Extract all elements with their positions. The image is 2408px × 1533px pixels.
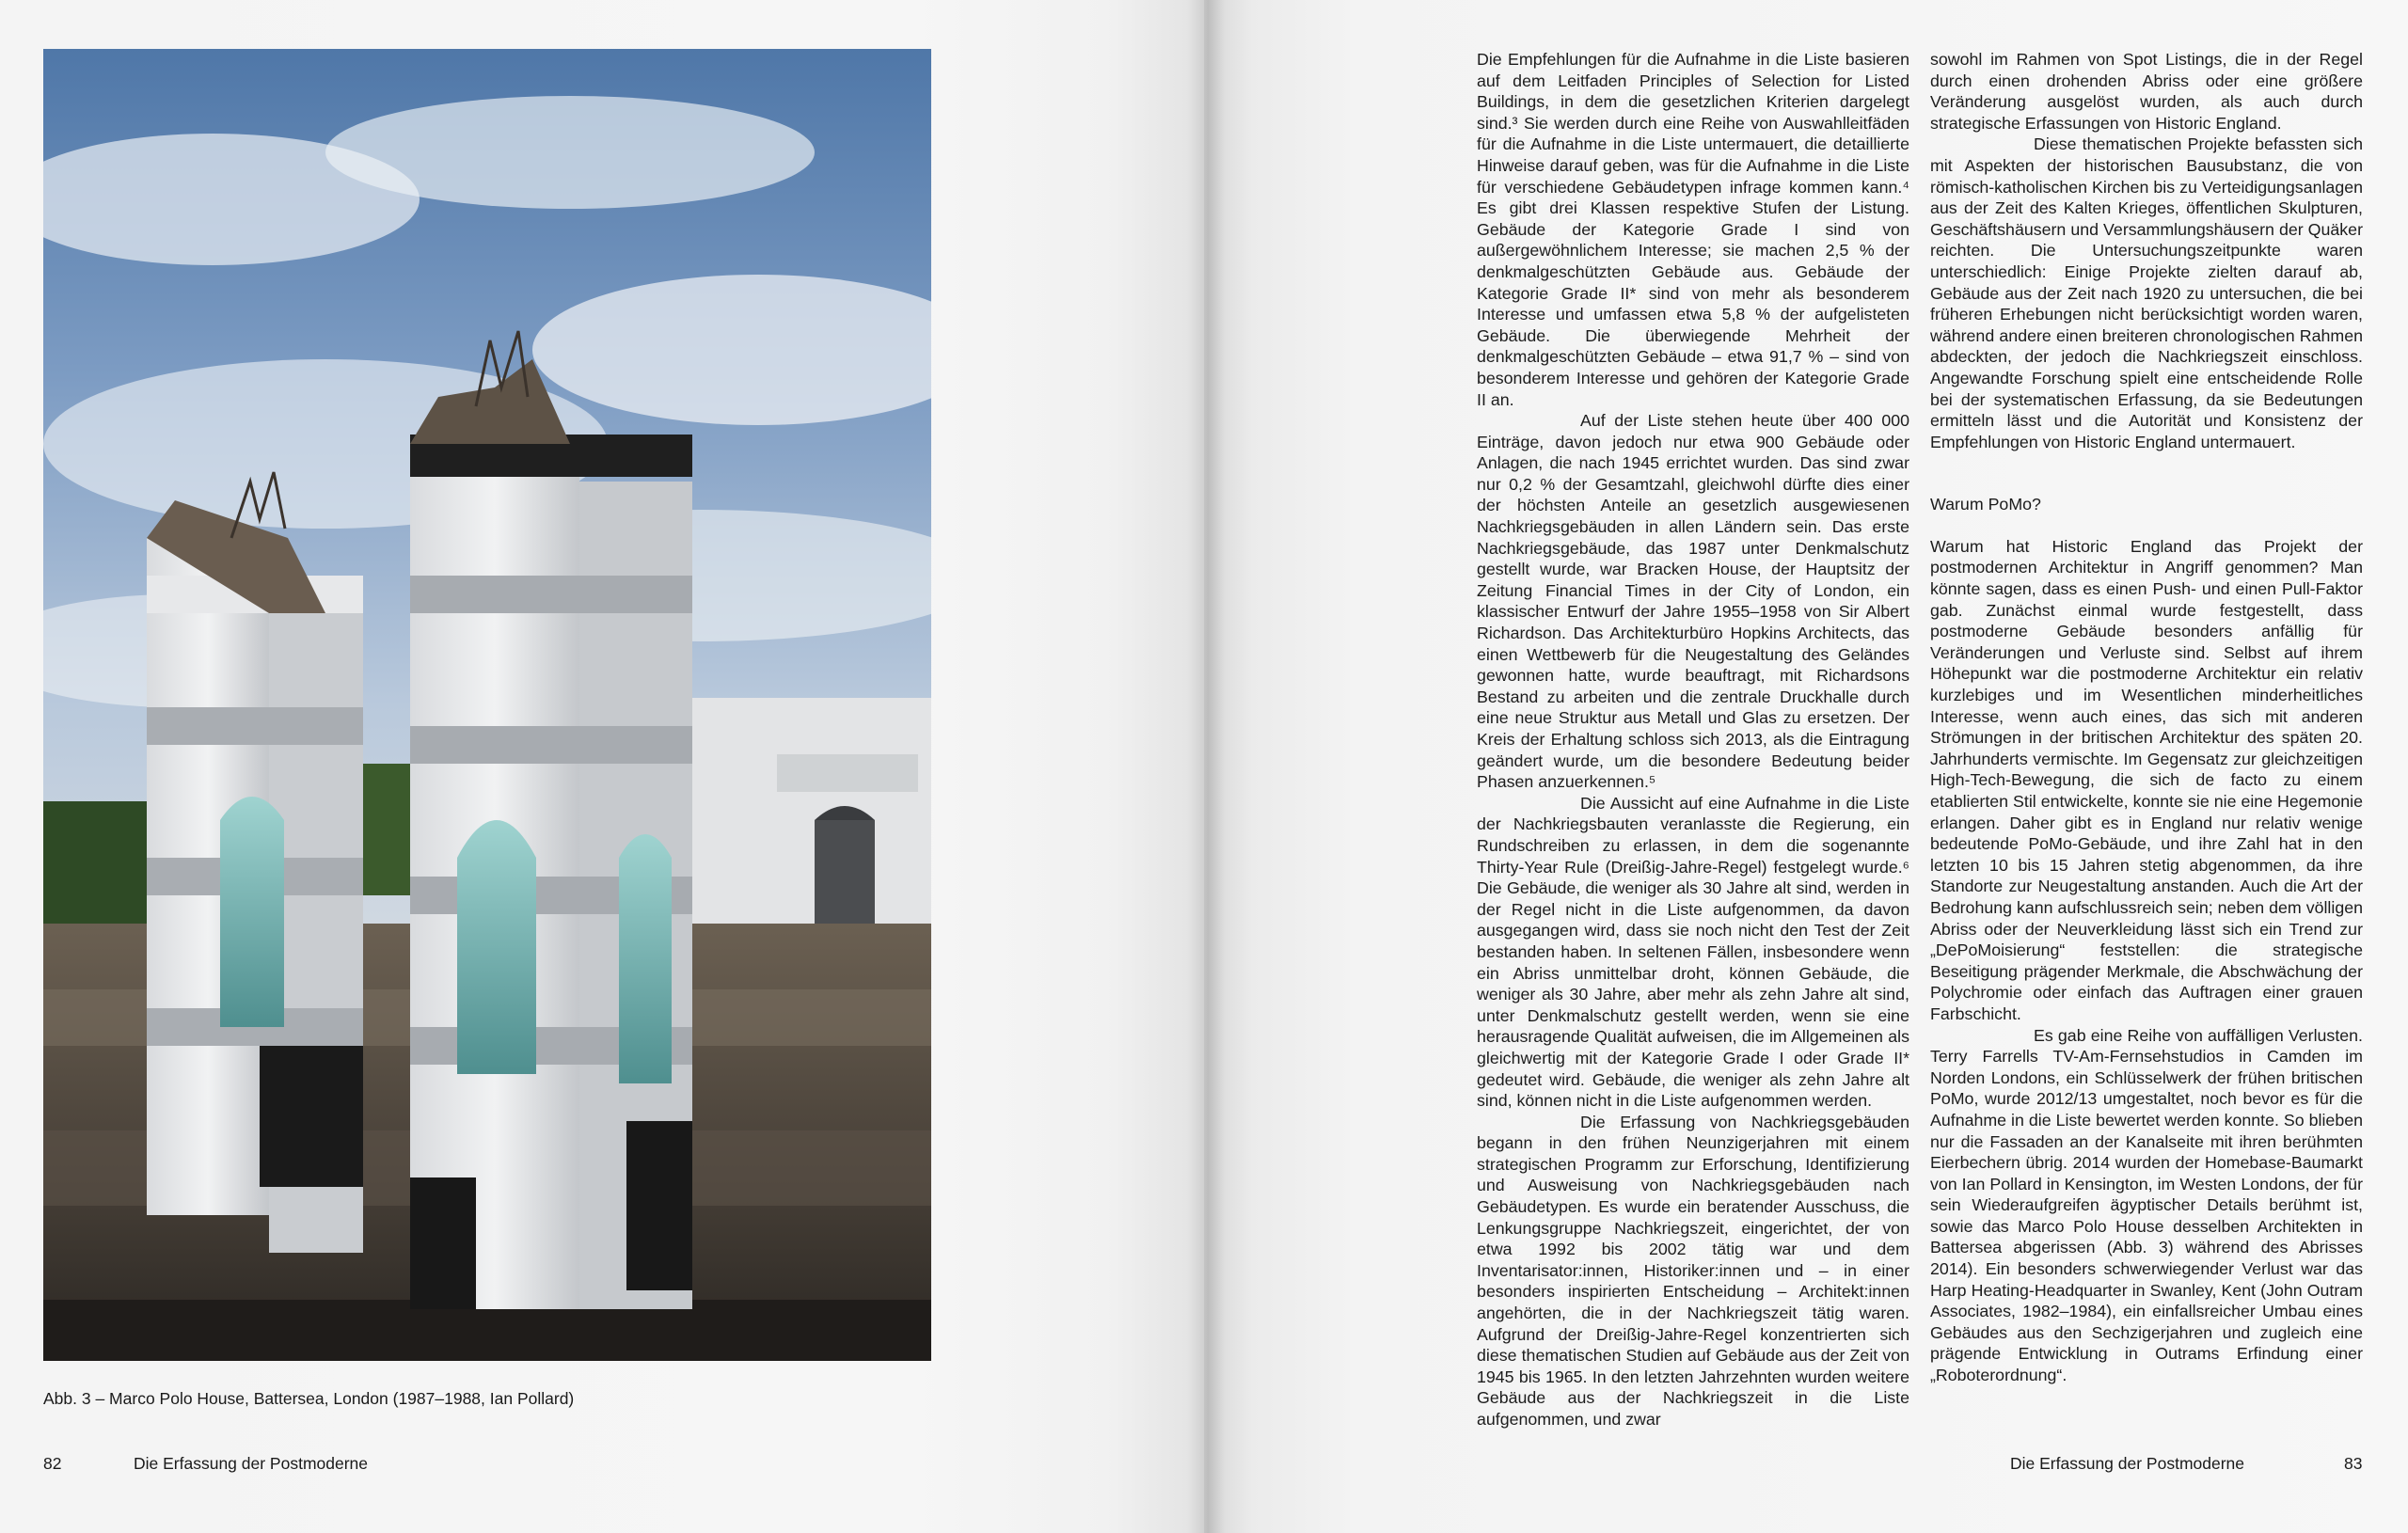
figure-photo: [43, 49, 931, 1361]
page-number-left: 82: [43, 1454, 62, 1473]
figure-caption: Abb. 3 – Marco Polo House, Battersea, London (1987–1988, Ian Pollard): [43, 1389, 575, 1408]
text-column-1: [1477, 49, 1909, 1430]
paragraph: Die Empfehlungen für die Aufnahme in die Liste basieren auf dem Leitfaden Principles of Selection for Listed Buildings, in dem die gesetzlichen Kriterien dargelegt sind.³ Sie werden durch eine Reihe von Auswahlleitfäden für die Aufnahme in die Liste untermauert, die detaillierte Hinweise darauf geben, was für die Aufnahme in die Liste für verschiedene Gebäudetypen infrage kommen kann.⁴ Es gibt drei Klassen respektive Stufen der Listung. Gebäude der Kategorie Grade I sind von außergewöhnlichem Interesse; sie machen 2,5 % der denkmalgeschützten Gebäude aus. Gebäude der Kategorie Grade II* sind von mehr als besonderem Interesse und umfassen etwa 5,8 % der aufgelisteten Gebäude. Die überwiegende Mehrheit der denkmalgeschützten Gebäude – etwa 91,7 % – sind von besonderem Interesse und gehören der Kategorie Grade II an.: [1477, 50, 1909, 409]
paragraph: Die Aussicht auf eine Aufnahme in die Liste der Nachkriegsbauten veranlasste die Regierung, ein Rundschreiben zu erlassen, in dem die sogenannte Thirty-Year Rule (Dreißig-Jahre-Regel) festgelegt wurde.⁶ Die Gebäude, die weniger als 30 Jahre alt sind, werden in der Regel nicht in die Liste aufgenommen, da davon ausgegangen wird, dass sie noch nicht den Test der Zeit bestanden haben. In seltenen Fällen, insbesondere wenn ein Abriss unmittelbar droht, können Gebäude, die weniger als 30 Jahre, aber mehr als zehn Jahre alt sind, unter Denkmalschutz gestellt werden, wenn sie eine herausragende Qualität aufweisen, die im Allgemeinen als gleichwertig mit der Kategorie Grade I oder Grade II* gedeutet wird. Gebäude, die weniger als zehn Jahre alt sind, können nicht in die Liste aufgenommen werden.: [1477, 793, 1909, 1111]
paragraph: Es gab eine Reihe von auffälligen Verlusten. Terry Farrells TV-Am-Fernsehstudios in Camden im Norden Londons, ein Schlüsselwerk der frühen britischen PoMo, wurde 2012/13 umgestaltet, noch bevor es für die Aufnahme in die Liste bewertet werden konnte. So blieben nur die Fassaden an der Kanalseite mit ihren berühmten Eierbechern übrig. 2014 wurden der Homebase-Baumarkt von Ian Pollard in Kensington, im Westen Londons, der für sein Wiederaufgreifen ägyptischer Details berühmt ist, sowie das Marco Polo House desselben Architekten in Battersea abgerissen (Abb. 3) während des Abrisses 2014). Ein besonders schwerwiegender Verlust war das Harp Heating-Headquarter in Swanley, Kent (John Outram Associates, 1982–1984), ein einfallsreicher Umbau eines Gebäudes aus den Sechzigerjahren und zugleich eine prägende Entwicklung in Outrams Erfindung einer „Roboterordnung“.: [1930, 1025, 2363, 1385]
page-number-right: 83: [2344, 1454, 2363, 1473]
paragraph: Diese thematischen Projekte befassten sich mit Aspekten der historischen Bausubstanz, die von römisch-katholischen Kirchen bis zu Verteidigungsanlagen aus der Zeit des Kalten Krieges, öffentlichen Skulpturen, Geschäftshäusern und Versammlungshäusern der Quäker reichten. Die Untersuchungszeitpunkte waren unterschiedlich: Einige Projekte zielten darauf ab, Gebäude aus der Zeit nach 1920 zu untersuchen, die bei früheren Erhebungen nicht berücksichtigt worden waren, während andere einen breiteren chronologischen Rahmen abdeckten, der jedoch die Nachkriegszeit einschloss. Angewandte Forschung spielt eine entscheidende Rolle bei der systematischen Erfassung, da sie Bedeutungen ermitteln lässt und die Autorität und Konsistenz der Empfehlungen von Historic England untermauert.: [1930, 134, 2363, 451]
paragraph: sowohl im Rahmen von Spot Listings, die in der Regel durch einen drohenden Abriss oder eine größere Veränderung ausgelöst wurden, als auch durch strategische Erfassungen von Historic England.: [1930, 50, 2363, 133]
gutter-shadow: [1187, 0, 1225, 1533]
text-column-2: [1930, 49, 2363, 1386]
paragraph: Auf der Liste stehen heute über 400 000 Einträge, davon jedoch nur etwa 900 Gebäude oder Anlagen, die nach 1945 errichtet wurden. Das sind zwar nur 0,2 % der Gesamtzahl, gleichwohl dürfte dies einer der höchsten Anteile an gesetzlich ausgewiesenen Nachkriegsgebäuden in allen Ländern sein. Das erste Nachkriegsgebäude, das 1987 unter Denkmalschutz gestellt wurde, war Bracken House, der Hauptsitz der Zeitung Financial Times in der City of London, ein klassischer Entwurf der Jahre 1955–1958 von Sir Albert Richardson. Das Architekturbüro Hopkins Architects, das einen Wettbewerb für die Neugestaltung des Geländes gewonnen hatte, wurde beauftragt, mit Richardsons Bestand zu arbeiten und die zentrale Druckhalle durch eine neue Struktur aus Metall und Glas zu ersetzen. Der Kreis der Erhaltung schloss sich 2013, als die Eintragung geändert wurde, um die besondere Bedeutung beider Phasen anzuerkennen.⁵: [1477, 411, 1909, 792]
running-title-right: Die Erfassung der Postmoderne: [2010, 1454, 2245, 1473]
paragraph: Die Erfassung von Nachkriegsgebäuden begann in den frühen Neunzigerjahren mit einem strategischen Programm zur Erforschung, Identifizierung und Ausweisung von Nachkriegsgebäuden nach Gebäudetypen. Es wurde ein beratender Ausschuss, die Lenkungsgruppe Nachkriegszeit, eingerichtet, der von etwa 1992 bis 2002 tätig war und dem Inventarisator:innen, Historiker:innen und – in einer besonders inspirierten Entscheidung – Architekt:innen angehörten, die in der Nachkriegszeit tätig waren. Aufgrund der Dreißig-Jahre-Regel konzentrierten sich diese thematischen Studien auf Gebäude aus der Zeit von 1945 bis 1965. In den letzten Jahrzehnten wurden weitere Gebäude aus der Nachkriegszeit in die Liste aufgenommen, und zwar: [1477, 1112, 1909, 1429]
running-title-left: Die Erfassung der Postmoderne: [134, 1454, 369, 1473]
section-heading: Warum PoMo?: [1930, 495, 2041, 514]
photo-demolished-building-icon: [43, 49, 931, 1361]
paragraph: Warum hat Historic England das Projekt der postmodernen Architektur in Angriff genommen? Man könnte sagen, dass es einen Push- und einen Pull-Faktor gab. Zunächst einmal wurde festgestellt, dass postmoderne Gebäude besonders anfällig für Veränderungen und Verluste sind. Selbst auf ihrem Höhepunkt war die postmoderne Architektur ein relativ kurzlebiges und im Wesentlichen minderheitliches Interesse, wenn auch eines, das sich mit anderen Strömungen in der britischen Architektur des späten 20. Jahrhunderts vermischte. Im Gegensatz zur gleichzeitigen High-Tech-Bewegung, die sich de facto zu einem etablierten Stil entwickelte, konnte sie nie eine Hegemonie erlangen. Daher gibt es in England nur relativ wenige bedeutende PoMo-Gebäude, und ihre Zahl hat in den letzten 10 bis 15 Jahren stetig abgenommen, da ihre Standorte zur Neugestaltung anstanden. Auch die Art der Bedrohung kann aufschlussreich sein; neben dem völligen Abriss oder der Neuverkleidung lässt sich ein Trend zur „DePoMoisierung“ feststellen: die strategische Beseitigung prägender Merkmale, die Abschwächung der Polychromie oder einfach das Auftragen einer grauen Farbschicht.: [1930, 536, 2363, 1023]
